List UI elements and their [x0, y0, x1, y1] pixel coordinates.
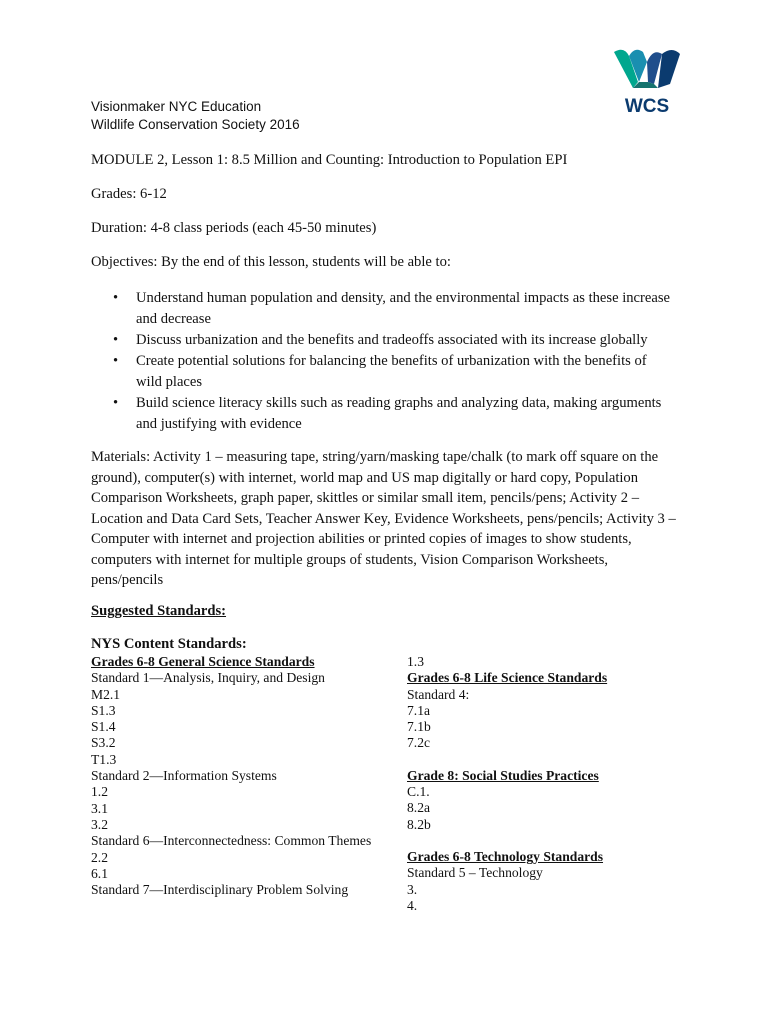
header-line-1: Visionmaker NYC Education — [91, 99, 262, 114]
wcs-logo-graphic — [612, 44, 682, 116]
grades: Grades: 6-12 — [91, 186, 167, 202]
standards-right-column — [407, 654, 667, 914]
standard-line: S1.4 — [91, 719, 116, 735]
technology-heading: Grades 6-8 Technology Standards — [407, 848, 604, 864]
standard-line: 7.1a — [407, 702, 431, 718]
standard-line: M2.1 — [91, 686, 121, 702]
page-header — [91, 98, 300, 134]
standard-line: 7.2c — [407, 735, 431, 751]
objective-item: • Discuss urbanization and the benefits and tradeoffs associated with its increase globally — [91, 330, 676, 351]
logo-text: WCS — [624, 96, 670, 116]
standard-line: 1.2 — [91, 784, 108, 800]
standard-line: 1.3 — [407, 654, 424, 669]
life-science-heading: Grades 6-8 Life Science Standards — [407, 670, 608, 686]
standard-line: Standard 7—Interdisciplinary Problem Solving — [91, 882, 349, 898]
lesson-title: MODULE 2, Lesson 1: 8.5 Million and Counting: Introduction to Population EPI — [91, 152, 568, 168]
standard-line: 8.2b — [407, 816, 431, 832]
standard-line: S1.3 — [91, 702, 116, 718]
duration: Duration: 4-8 class periods (each 45-50 minutes) — [91, 220, 377, 236]
standard-line: 3. — [407, 881, 418, 897]
standards-left-column — [91, 654, 391, 898]
suggested-standards-heading: Suggested Standards: — [91, 603, 227, 619]
standard-line: 6.1 — [91, 865, 108, 881]
general-science-heading: Grades 6-8 General Science Standards — [91, 654, 315, 669]
standard-line: T1.3 — [91, 751, 117, 767]
standard-line: 3.2 — [91, 816, 108, 832]
objectives-list — [91, 288, 676, 435]
wcs-logo-icon — [612, 44, 682, 116]
standard-line: 3.1 — [91, 800, 108, 816]
standard-line: C.1. — [407, 784, 430, 800]
standard-line: 7.1b — [407, 719, 431, 735]
objectives-intro: Objectives: By the end of this lesson, students will be able to: — [91, 254, 451, 270]
standard-line: Standard 5 – Technology — [407, 865, 543, 881]
standard-line: Standard 2—Information Systems — [91, 768, 277, 784]
standard-line: S3.2 — [91, 735, 116, 751]
standard-line: 2.2 — [91, 849, 108, 865]
materials: Materials: Activity 1 – measuring tape, string/yarn/masking tape/chalk (to mark off square on the ground), computer(s) with internet, world map and US map digitally or hard copy, Population Comparison Worksheets, graph paper, skittles or similar small item, pencils/pens; Activity 2 – Location and Data Card Sets, Teacher Answer Key, Evidence Worksheets, pens/pencils; Activity 3 – Computer with internet and projection abilities or printed copies of images to show students, computers with internet for multiple groups of students, Vision Comparison Worksheets, pens/pencils — [91, 449, 676, 588]
social-studies-heading: Grade 8: Social Studies Practices — [407, 767, 599, 783]
header-line-2: Wildlife Conservation Society 2016 — [91, 117, 300, 132]
objective-item: • Understand human population and density, and the environmental impacts as these increase and decrease — [91, 288, 676, 330]
standard-line: Standard 4: — [407, 686, 470, 702]
standard-line: Standard 6—Interconnectedness: Common Themes — [91, 833, 372, 849]
standard-line: 8.2a — [407, 800, 431, 816]
objective-item: • Create potential solutions for balancing the benefits of urbanization with the benefits of wild places — [91, 351, 676, 393]
nys-standards-heading: NYS Content Standards: — [91, 636, 247, 652]
standard-line: 4. — [407, 897, 418, 913]
standard-line: Standard 1—Analysis, Inquiry, and Design — [91, 670, 325, 686]
objective-item: • Build science literacy skills such as reading graphs and analyzing data, making arguments and justifying with evidence — [91, 393, 676, 435]
